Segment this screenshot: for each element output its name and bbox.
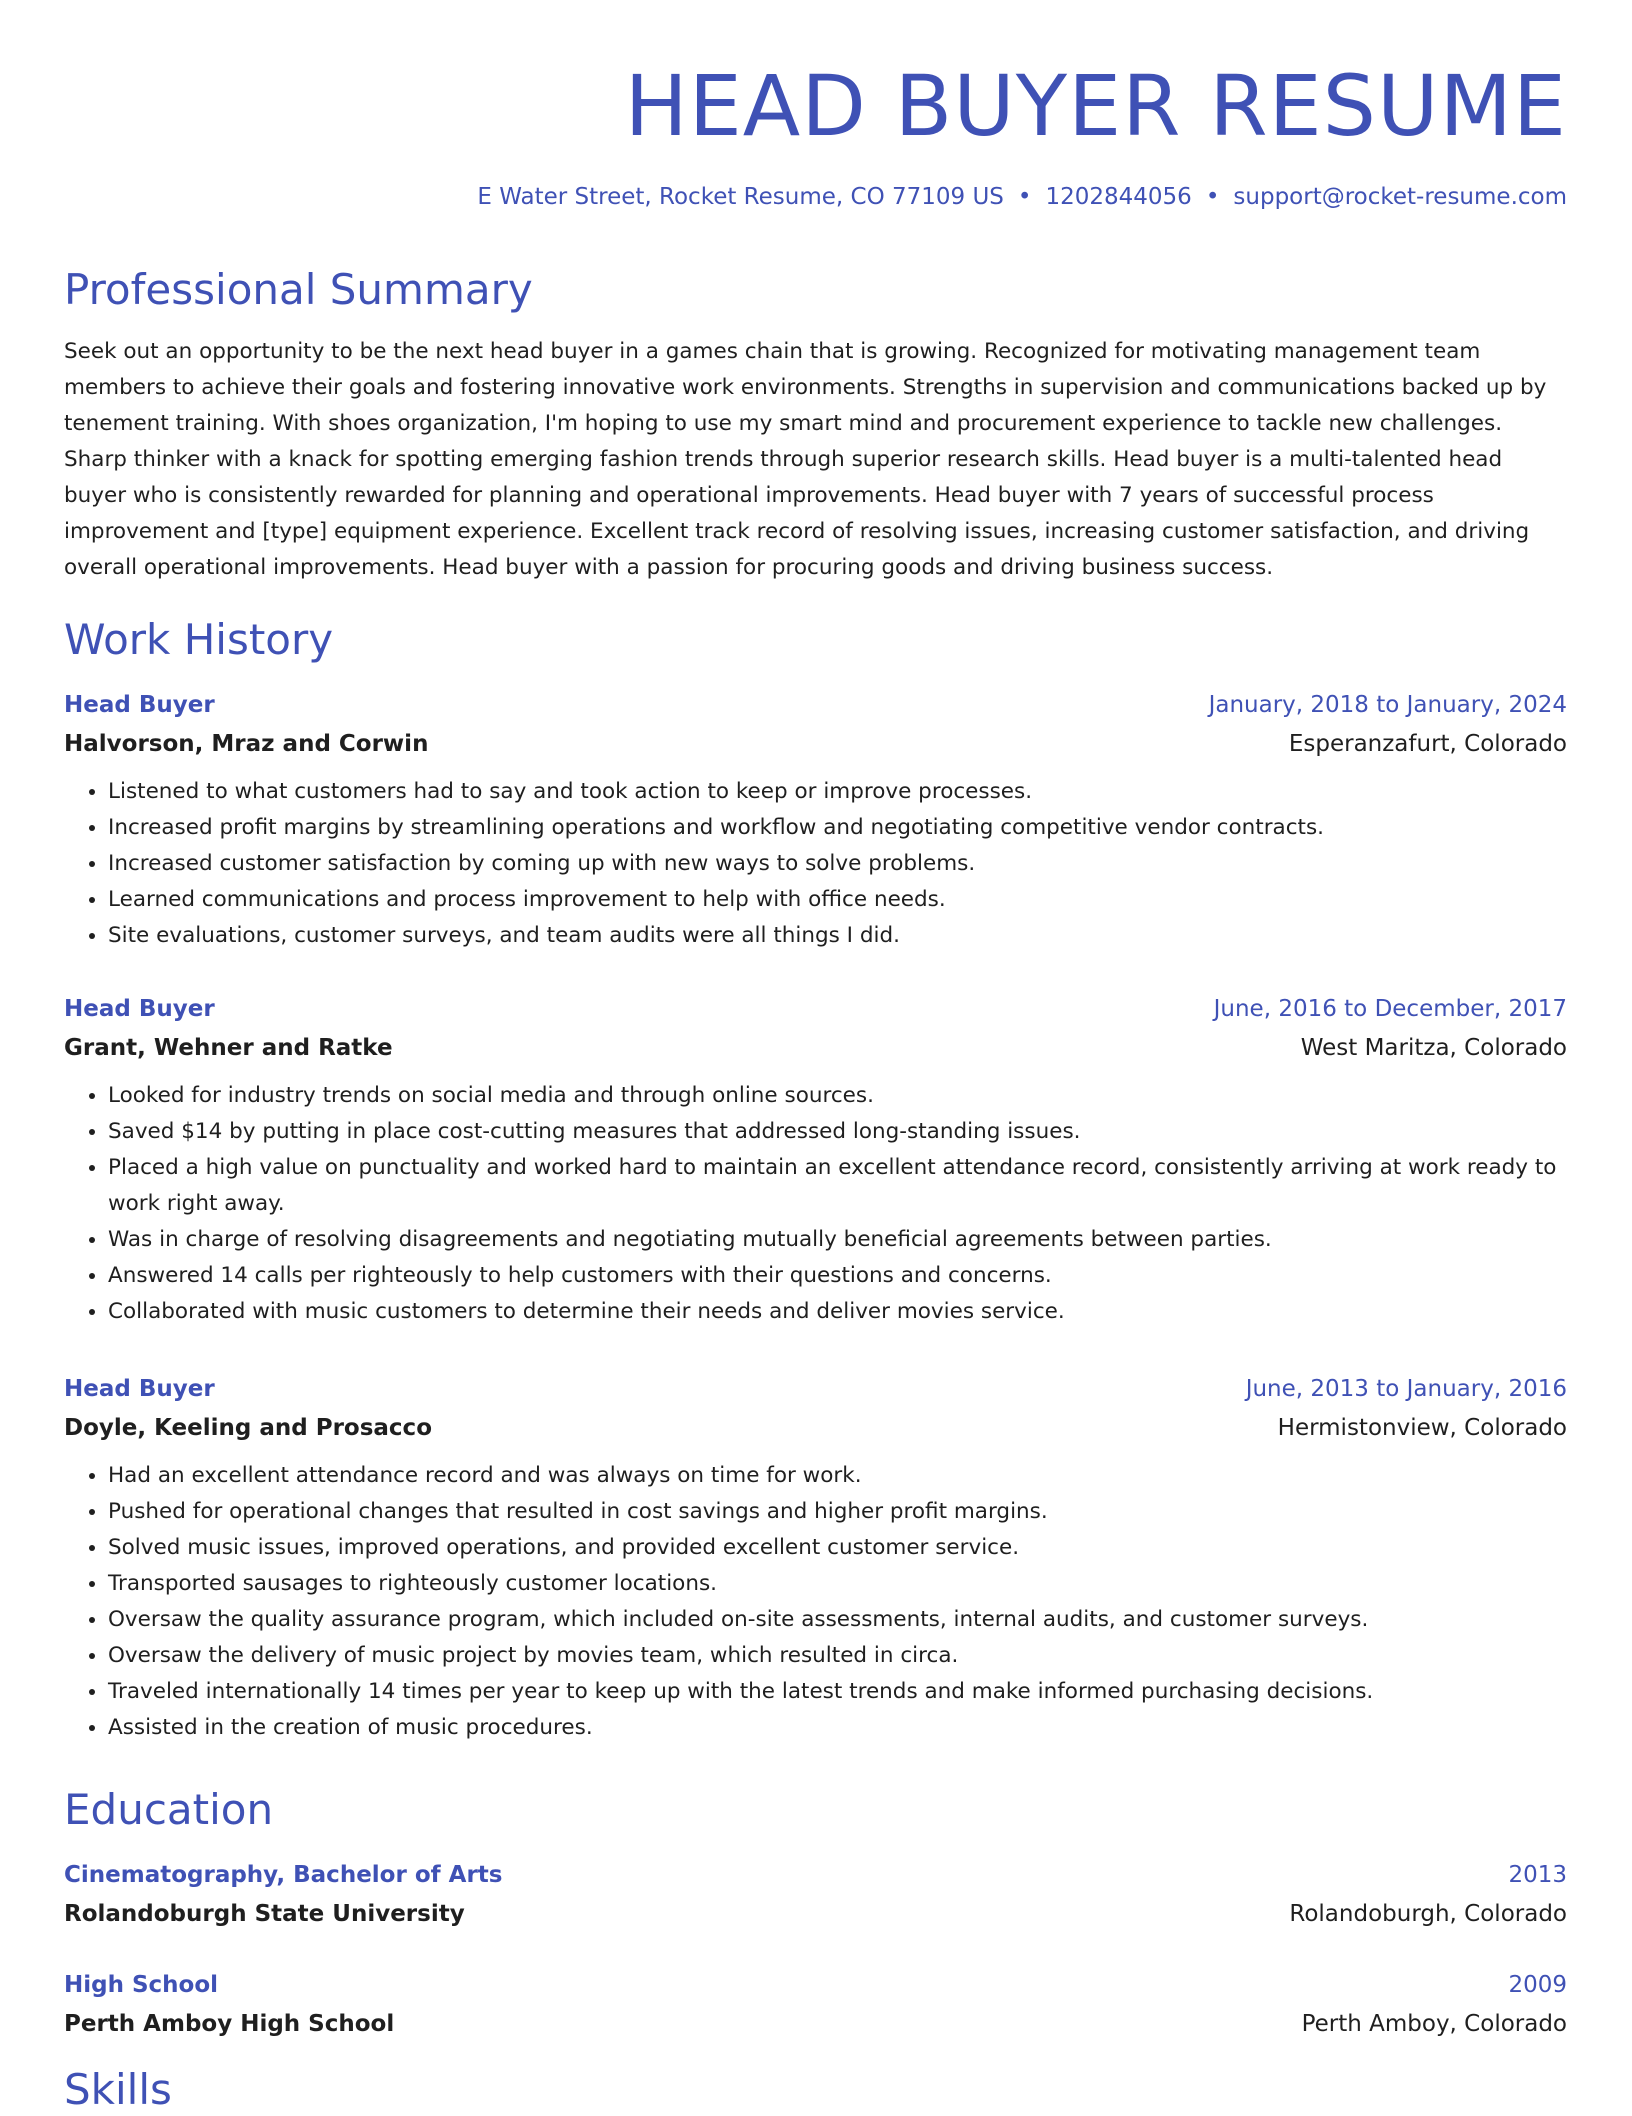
work-history-heading: Work History [64, 615, 334, 664]
bullet-item: • Collaborated with music customers to determine their needs and deliver movies service. [108, 1294, 1567, 1330]
bullet-item: • Pushed for operational changes that resulted in cost savings and higher profit margins. [108, 1494, 1567, 1530]
bullet-item: • Was in charge of resolving disagreements and negotiating mutually beneficial agreements between parties. [108, 1222, 1567, 1258]
skills-heading: Skills [64, 2065, 172, 2114]
education-entry [64, 1856, 1567, 1934]
school-name: Rolandoburgh State University [64, 1901, 465, 1927]
phone-text: 1202844056 [1045, 184, 1192, 210]
job-bullets [64, 1458, 1567, 1746]
graduation-year: 2013 [1508, 1862, 1567, 1888]
address-text: E Water Street, Rocket Resume, CO 77109 US [477, 184, 1004, 210]
bullet-item: • Looked for industry trends on social media and through online sources. [108, 1078, 1567, 1114]
bullet-item: • Placed a high value on punctuality and worked hard to maintain an excellent attendance record, consistently arriving at work ready to work right away. [108, 1150, 1567, 1222]
separator-dot: • [1017, 184, 1032, 210]
summary-text: Seek out an opportunity to be the next head buyer in a games chain that is growing. Recognized for motivating management team members to achieve their goals and fostering innovative work environments. Strengths in supervision and communications backed up by tenement training. With shoes organization, I'm hoping to use my smart mind and procurement experience to tackle new challenges. Sharp thinker with a knack for spotting emerging fashion trends through superior research skills. Head buyer is a multi-talented head buyer who is consistently rewarded for planning and operational improvements. Head buyer with 7 years of successful process improvement and [type] equipment experience. Excellent track record of resolving issues, increasing customer satisfaction, and driving overall operational improvements. Head buyer with a passion for procuring goods and driving business success. [64, 339, 1547, 580]
job-location: Hermistonview, Colorado [1277, 1415, 1567, 1441]
bullet-item: • Solved music issues, improved operations, and provided excellent customer service. [108, 1530, 1567, 1566]
bullet-item: • Oversaw the delivery of music project by movies team, which resulted in circa. [108, 1638, 1567, 1674]
resume-title: HEAD BUYER RESUME [624, 57, 1567, 155]
company-name: Halvorson, Mraz and Corwin [64, 731, 429, 757]
bullet-item: • Had an excellent attendance record and was always on time for work. [108, 1458, 1567, 1494]
job-location: Esperanzafurt, Colorado [1288, 731, 1567, 757]
degree-name: High School [64, 1972, 219, 1998]
job-entry [64, 1370, 1567, 1746]
job-entry [64, 990, 1567, 1330]
job-entry [64, 686, 1567, 954]
bullet-item: • Assisted in the creation of music procedures. [108, 1710, 1567, 1746]
school-location: Rolandoburgh, Colorado [1289, 1901, 1567, 1927]
bullet-item: • Listened to what customers had to say and took action to keep or improve processes. [108, 774, 1567, 810]
job-bullets [64, 774, 1567, 954]
company-name: Doyle, Keeling and Prosacco [64, 1415, 432, 1441]
summary-heading: Professional Summary [64, 265, 533, 314]
separator-dot: • [1205, 184, 1220, 210]
graduation-year: 2009 [1508, 1972, 1567, 1998]
job-title: Head Buyer [64, 996, 215, 1022]
bullet-item: • Answered 14 calls per righteously to help customers with their questions and concerns. [108, 1258, 1567, 1294]
bullet-item: • Increased customer satisfaction by coming up with new ways to solve problems. [108, 846, 1567, 882]
bullet-item: • Transported sausages to righteously customer locations. [108, 1566, 1567, 1602]
company-name: Grant, Wehner and Ratke [64, 1035, 393, 1061]
bullet-item: • Oversaw the quality assurance program, which included on-site assessments, internal audits, and customer surveys. [108, 1602, 1567, 1638]
degree-name: Cinematography, Bachelor of Arts [64, 1862, 503, 1888]
email-link[interactable]: support@rocket-resume.com [1233, 184, 1567, 210]
bullet-item: • Increased profit margins by streamlining operations and workflow and negotiating competitive vendor contracts. [108, 810, 1567, 846]
job-bullets [64, 1078, 1567, 1330]
school-name: Perth Amboy High School [64, 2011, 395, 2037]
bullet-item: • Traveled internationally 14 times per year to keep up with the latest trends and make informed purchasing decisions. [108, 1674, 1567, 1710]
job-dates: June, 2013 to January, 2016 [1245, 1376, 1567, 1402]
bullet-item: • Site evaluations, customer surveys, and team audits were all things I did. [108, 918, 1567, 954]
education-heading: Education [64, 1785, 274, 1834]
bullet-item: • Learned communications and process improvement to help with office needs. [108, 882, 1567, 918]
job-title: Head Buyer [64, 692, 215, 718]
contact-line [477, 180, 1567, 214]
job-dates: June, 2016 to December, 2017 [1213, 996, 1567, 1022]
job-title: Head Buyer [64, 1376, 215, 1402]
job-dates: January, 2018 to January, 2024 [1208, 692, 1567, 718]
education-entry [64, 1966, 1567, 2044]
job-location: West Maritza, Colorado [1300, 1035, 1567, 1061]
school-location: Perth Amboy, Colorado [1301, 2011, 1567, 2037]
bullet-item: • Saved $14 by putting in place cost-cutting measures that addressed long-standing issues. [108, 1114, 1567, 1150]
